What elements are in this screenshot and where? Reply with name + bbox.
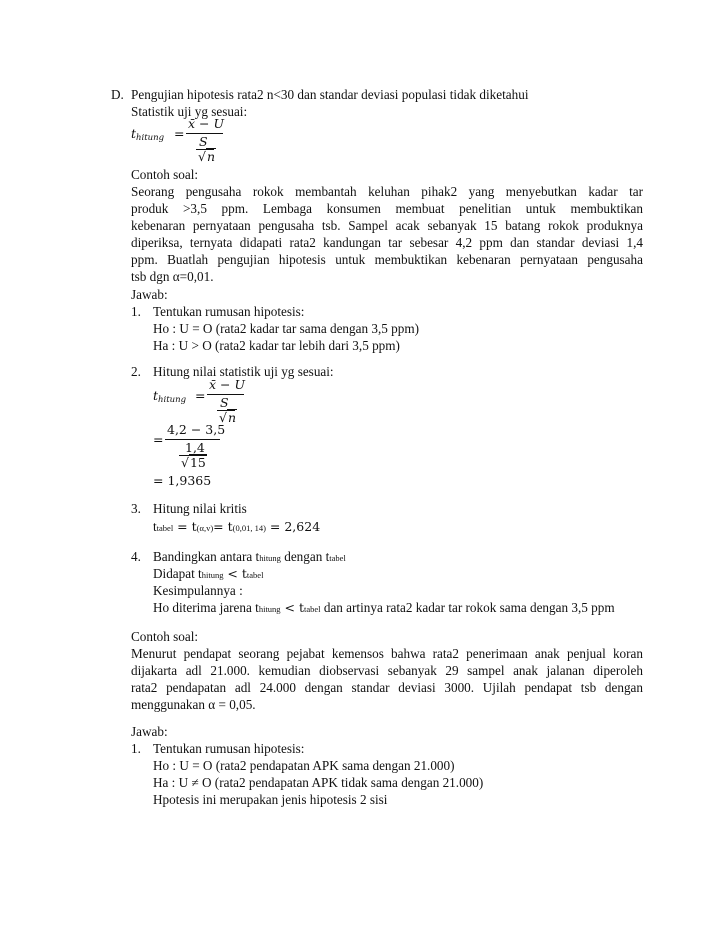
formula-numerator: x̄ − U xyxy=(188,116,225,131)
formula2-den-top: S xyxy=(220,395,229,410)
answer1-step4-label: Bandingkan antara thitung dengan ttabel xyxy=(153,549,346,564)
formula2-equals: = xyxy=(195,388,206,403)
example1-line: ppm. Buatlah pengujian hipotesis untuk membuktikan kebenaran pernyataan pengusaha xyxy=(131,252,643,267)
statistic-label: Statistik uji yg sesuai: xyxy=(131,104,248,119)
calc-result: = 1,9365 xyxy=(153,473,212,488)
example2-line: rata2 pendapatan adl 24.000 dengan standar deviasi 3000. Ujilah pendapat tsb dengan xyxy=(131,680,643,695)
section-marker: D. xyxy=(111,87,124,102)
example2-line: dijakarta adl 21.000. kemudian diobservasi sebanyak 29 sampel anak jalanan diperoleh xyxy=(131,663,643,678)
example1-line: diperiksa, ternyata didapati rata2 kandungan tar sebesar 4,2 ppm dan standar deviasi 1,4 xyxy=(131,235,643,250)
formula-sqrt: √n xyxy=(198,149,216,164)
example2-heading: Contoh soal: xyxy=(131,629,199,644)
calc-numerator: 4,2 − 3,5 xyxy=(167,422,226,437)
answer1-step1-label: Tentukan rumusan hipotesis: xyxy=(153,304,305,319)
example1-last-line: tsb dgn α=0,01. xyxy=(131,269,214,284)
answer2-ha: Ha : U ≠ O (rata2 pendapatan APK tidak sama dengan 21.000) xyxy=(153,775,484,790)
answer2-step1-number: 1. xyxy=(131,741,141,756)
answer1-step3-label: Hitung nilai kritis xyxy=(153,501,247,516)
calc-equals: = xyxy=(153,432,164,447)
example1-line: Seorang pengusaha rokok membantah keluhan pihak2 yang menyebutkan kadar tar xyxy=(131,184,643,199)
answer1-ha: Ha : U > O (rata2 kadar tar lebih dari 3,5 ppm) xyxy=(153,338,400,353)
formula-equals: = xyxy=(174,126,185,141)
answer1-ho: Ho : U = O (rata2 kadar tar sama dengan 3,5 ppm) xyxy=(153,321,419,336)
section-title: Pengujian hipotesis rata2 n<30 dan standar deviasi populasi tidak diketahui xyxy=(131,87,529,102)
answer2-heading: Jawab: xyxy=(131,724,168,739)
answer1-conclusion-label: Kesimpulannya : xyxy=(153,583,243,598)
answer1-conclusion: Ho diterima jarena thitung < ttabel dan artinya rata2 kadar tar rokok sama dengan 3,5 ppm xyxy=(153,600,615,615)
formula2-numerator: x̄ − U xyxy=(209,377,246,392)
calc-den-top: 1,4 xyxy=(185,440,205,455)
answer1-step2-number: 2. xyxy=(131,364,141,379)
answer1-found: Didapat thitung < ttabel xyxy=(153,566,264,581)
example1-line: produk >3,5 ppm. Lembaga konsumen membuat penelitian untuk membuktikan xyxy=(131,201,643,216)
answer1-heading: Jawab: xyxy=(131,287,168,302)
answer2-step1-label: Tentukan rumusan hipotesis: xyxy=(153,741,305,756)
answer1-step1-number: 1. xyxy=(131,304,141,319)
formula-lhs: $t_{hitung}$ xyxy=(131,126,165,143)
calc-sqrt: √15 xyxy=(181,455,206,470)
formula-den-top: S xyxy=(199,134,208,149)
answer1-step3-number: 3. xyxy=(131,501,141,516)
answer1-step2-label: Hitung nilai statistik uji yg sesuai: xyxy=(153,364,334,379)
example1-heading: Contoh soal: xyxy=(131,167,199,182)
example2-line: Menurut pendapat seorang pejabat kemensos bahwa rata2 penerimaan anak penjual koran xyxy=(131,646,643,661)
example2-last-line: menggunakan α = 0,05. xyxy=(131,697,256,712)
answer2-ho: Ho : U = O (rata2 pendapatan APK sama dengan 21.000) xyxy=(153,758,455,773)
formula2-sqrt: √n xyxy=(219,410,237,425)
answer1-step4-number: 4. xyxy=(131,549,141,564)
example1-line: kebenaran pernyataan pengusaha tsb. Sampel acak sebanyak 15 batang rokok produknya xyxy=(131,218,643,233)
critical-value-equation: ttabel = t(α,v)= t(0,01, 14) = 2,624 xyxy=(153,519,321,534)
formula2-lhs: $t_{hitung}$ xyxy=(153,388,187,405)
answer2-note: Hpotesis ini merupakan jenis hipotesis 2 sisi xyxy=(153,792,388,807)
